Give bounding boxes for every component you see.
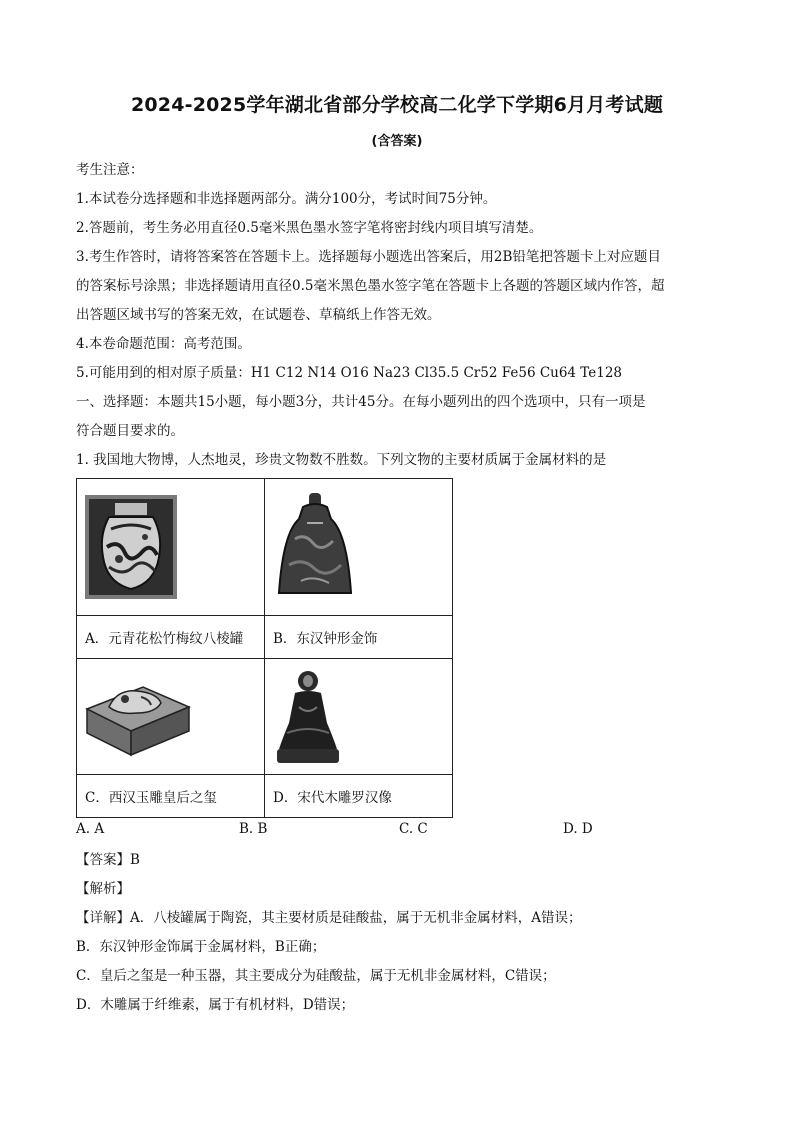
analysis-line: B．东汉钟形金饰属于金属材料，B正确； [76, 939, 326, 955]
section-instructions-cont: 符合题目要求的。 [76, 423, 184, 439]
option-c-caption: C．西汉玉雕皇后之玺 [77, 775, 265, 818]
option-b[interactable]: B. B [239, 821, 268, 837]
analysis-line: D．木雕属于纤维素，属于有机材料，D错误； [76, 997, 355, 1013]
wooden-arhat-statue-image [273, 667, 343, 767]
option-b-caption: B．东汉钟形金饰 [265, 616, 453, 659]
option-d-caption: D．宋代木雕罗汉像 [265, 775, 453, 818]
option-d[interactable]: D. D [563, 821, 593, 837]
porcelain-jar-image [85, 495, 177, 599]
analysis-heading: 【解析】 [76, 881, 130, 897]
option-a[interactable]: A. A [76, 821, 105, 837]
bell-gold-ornament-image [273, 493, 357, 601]
notice-item: 出答题区域书写的答案无效，在试题卷、草稿纸上作答无效。 [76, 307, 441, 323]
notice-item: 2.答题前，考生务必用直径0.5毫米黑色墨水签字笔将密封线内项目填写清楚。 [76, 220, 543, 236]
notice-item: 3.考生作答时，请将答案答在答题卡上。选择题每小题选出答案后，用2B铅笔把答题卡上对应题目 [76, 249, 661, 265]
artifact-image-cell [265, 659, 453, 775]
artifact-image-cell [77, 659, 265, 775]
notice-item: 的答案标号涂黑；非选择题请用直径0.5毫米黑色墨水签字笔在答题卡上各题的答题区域内作答，超 [76, 278, 665, 294]
analysis-line: 【详解】A．八棱罐属于陶瓷，其主要材质是硅酸盐，属于无机非金属材料，A错误； [76, 910, 582, 926]
page-subtitle: (含答案) [371, 134, 423, 149]
question-stem: 1. 我国地大物博，人杰地灵，珍贵文物数不胜数。下列文物的主要材质属于金属材料的是 [76, 452, 607, 468]
page-title: 2024-2025学年湖北省部分学校高二化学下学期6月月考试题 [130, 94, 664, 116]
notice-item: 4.本卷命题范围：高考范围。 [76, 336, 251, 352]
section-instructions: 一、选择题：本题共15小题，每小题3分，共计45分。在每小题列出的四个选项中，只有一项是 [76, 394, 646, 410]
jade-seal-image [81, 669, 193, 759]
option-c[interactable]: C. C [399, 821, 428, 837]
notice-item: 1.本试卷分选择题和非选择题两部分。满分100分，考试时间75分钟。 [76, 191, 497, 207]
option-a-caption: A．元青花松竹梅纹八棱罐 [77, 616, 265, 659]
notice-heading: 考生注意： [76, 162, 144, 178]
artifact-table [76, 478, 453, 818]
answer-label: 【答案】B [76, 852, 140, 868]
analysis-line: C．皇后之玺是一种玉器，其主要成分为硅酸盐，属于无机非金属材料，C错误； [76, 968, 556, 984]
notice-item: 5.可能用到的相对原子质量：H1 C12 N14 O16 Na23 Cl35.5 Cr52 Fe56 Cu64 Te128 [76, 365, 623, 381]
artifact-image-cell [265, 479, 453, 616]
artifact-image-cell [77, 479, 265, 616]
